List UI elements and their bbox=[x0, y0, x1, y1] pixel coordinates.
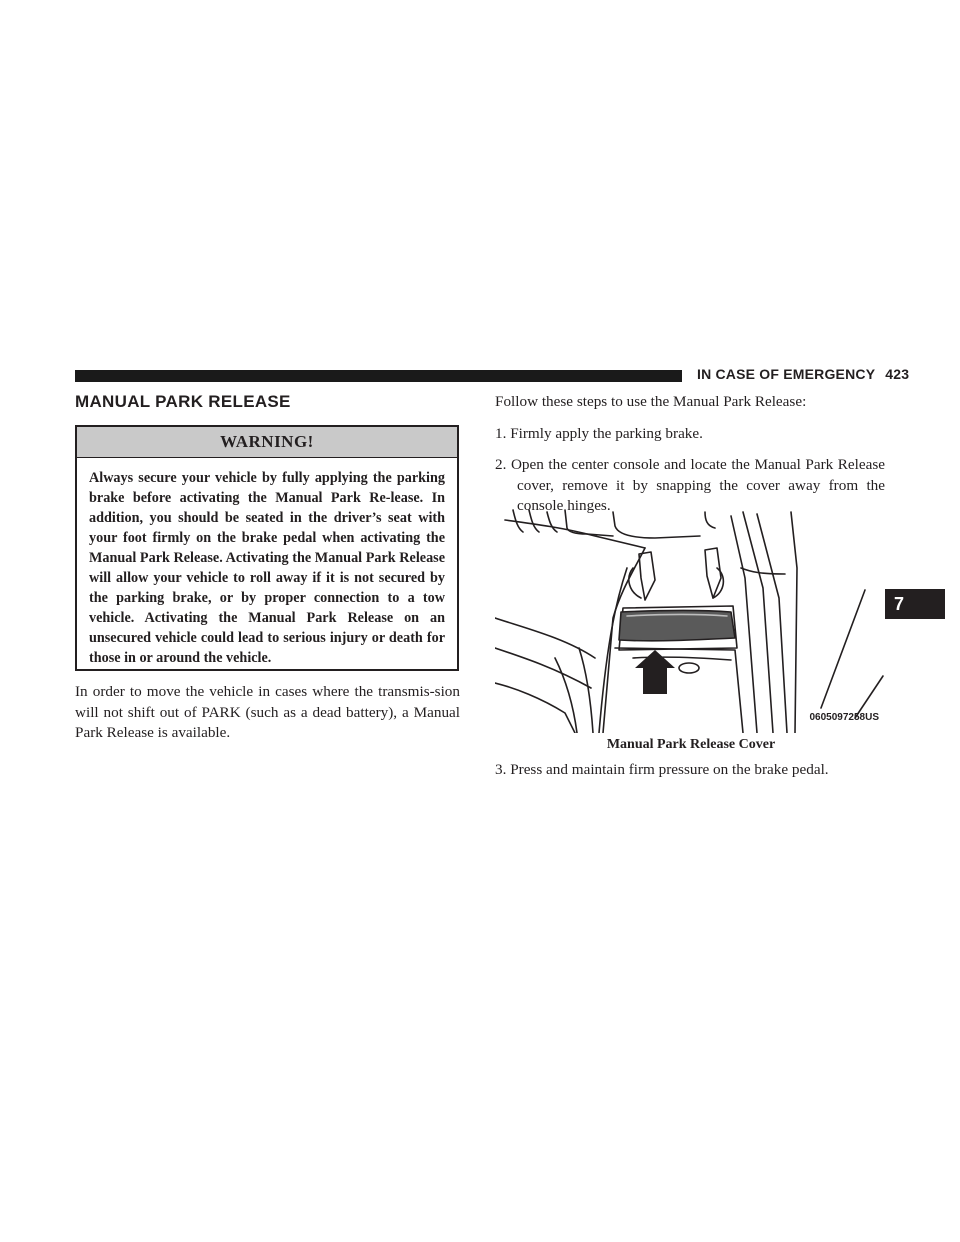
chapter-tab: 7 bbox=[885, 589, 945, 619]
running-header bbox=[697, 366, 909, 386]
step-3: 3. Press and maintain firm pressure on the brake pedal. bbox=[495, 761, 829, 778]
page-number: 423 bbox=[885, 366, 910, 382]
warning-box bbox=[75, 425, 459, 671]
section-title: MANUAL PARK RELEASE bbox=[75, 392, 291, 411]
warning-body: Always secure your vehicle by fully applying the parking brake before activating the Manual Park Re-lease. In addition, you should be seated in the driver’s seat with your foot firmly on the brake pedal when activating the Manual Park Release. Activating the Manual Park Release will allow your vehicle to roll away if it is not secured by the parking brake, or by proper connection to a tow vehicle. Activating the Manual Park Release on an unsecured vehicle could lead to serious injury or death for those in or around the vehicle. bbox=[89, 470, 445, 666]
header-rule bbox=[75, 370, 682, 382]
console-drawing bbox=[495, 508, 885, 733]
step-1: 1. Firmly apply the parking brake. bbox=[495, 425, 703, 442]
body-paragraph: In order to move the vehicle in cases where the transmis-sion will not shift out of PARK (such as a dead battery), a Manual Park Release is available. bbox=[75, 683, 460, 741]
warning-title: WARNING! bbox=[77, 427, 457, 458]
figure-caption: Manual Park Release Cover bbox=[606, 737, 776, 752]
header-section: IN CASE OF EMERGENCY bbox=[697, 366, 876, 382]
figure-code: 0605097258US bbox=[809, 712, 879, 723]
console-illustration bbox=[495, 508, 885, 733]
step-2: 2. Open the center console and locate the Manual Park Release cover, remove it by snapping the cover away from the console hinges. bbox=[495, 456, 885, 514]
steps-intro: Follow these steps to use the Manual Park Release: bbox=[495, 393, 807, 410]
